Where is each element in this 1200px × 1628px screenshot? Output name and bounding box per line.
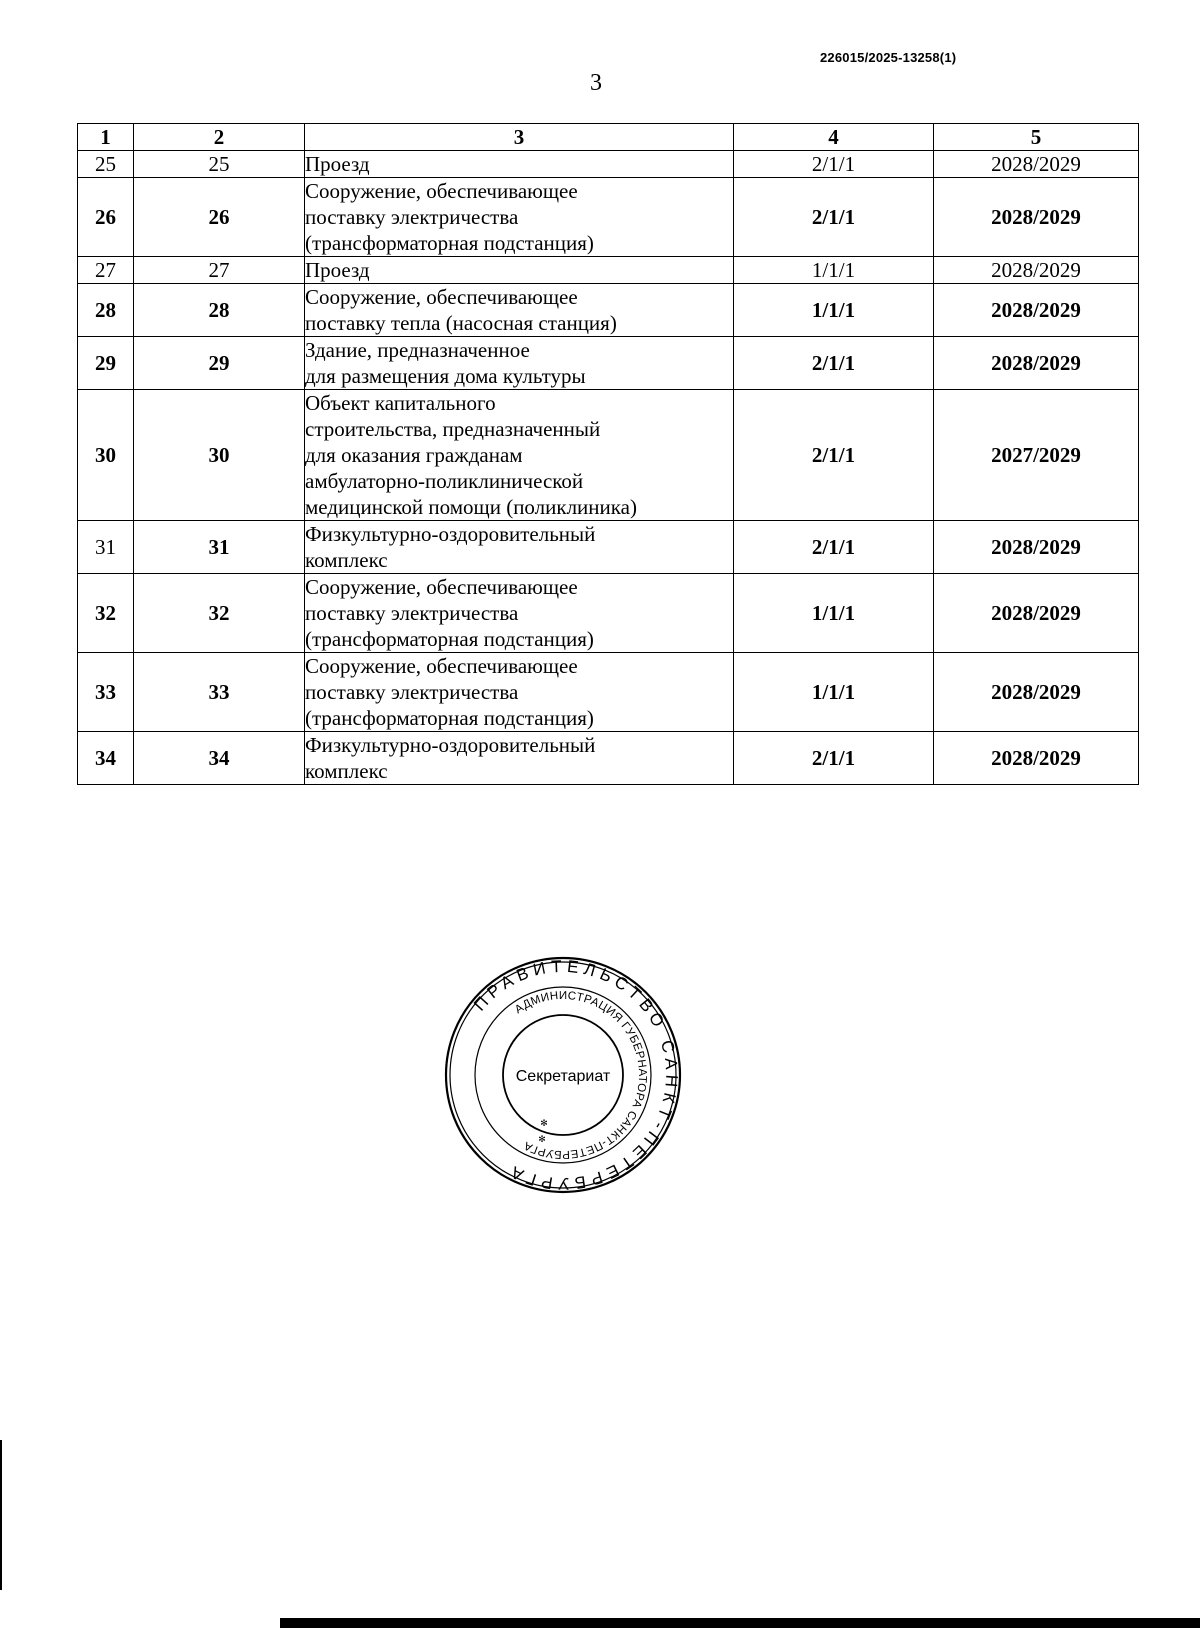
table-row [78,732,1139,785]
table-row [78,337,1139,390]
object-name: Проезд [305,257,734,284]
table-row [78,284,1139,337]
object-number: 30 [134,390,305,521]
scan-bottom-edge [280,1618,1200,1628]
row-number: 27 [78,257,134,284]
object-number: 29 [134,337,305,390]
object-years: 2028/2029 [934,521,1139,574]
scan-edge-mark [0,1440,2,1590]
column-header: 5 [934,124,1139,151]
object-name: Объект капитального строительства, предназначенный для оказания гражданам амбулаторно-поликлинической медицинской помощи (поликлиника) [305,390,734,521]
object-number: 33 [134,653,305,732]
object-name: Физкультурно-оздоровительный комплекс [305,732,734,785]
table-header-row [78,124,1139,151]
object-number: 27 [134,257,305,284]
row-number: 30 [78,390,134,521]
object-name: Проезд [305,151,734,178]
object-years: 2028/2029 [934,178,1139,257]
objects-table [77,123,1139,785]
table-row [78,257,1139,284]
table-row [78,653,1139,732]
object-years: 2028/2029 [934,257,1139,284]
column-header: 2 [134,124,305,151]
object-name: Сооружение, обеспечивающее поставку электричества (трансформаторная подстанция) [305,178,734,257]
object-code: 2/1/1 [734,732,934,785]
object-code: 2/1/1 [734,337,934,390]
table-row [78,574,1139,653]
object-years: 2028/2029 [934,337,1139,390]
object-number: 32 [134,574,305,653]
column-header: 3 [305,124,734,151]
object-years: 2027/2029 [934,390,1139,521]
object-code: 2/1/1 [734,390,934,521]
object-number: 28 [134,284,305,337]
table-row [78,390,1139,521]
object-name: Здание, предназначенное для размещения дома культуры [305,337,734,390]
row-number: 28 [78,284,134,337]
object-years: 2028/2029 [934,151,1139,178]
row-number: 32 [78,574,134,653]
page-number: 3 [590,70,602,96]
object-name: Сооружение, обеспечивающее поставку тепла (насосная станция) [305,284,734,337]
seal-star-icon: ✻ [538,1135,546,1145]
row-number: 29 [78,337,134,390]
row-number: 34 [78,732,134,785]
object-name: Сооружение, обеспечивающее поставку электричества (трансформаторная подстанция) [305,574,734,653]
table-row [78,178,1139,257]
object-code: 2/1/1 [734,151,934,178]
object-years: 2028/2029 [934,732,1139,785]
column-header: 4 [734,124,934,151]
object-number: 26 [134,178,305,257]
object-code: 1/1/1 [734,653,934,732]
object-number: 25 [134,151,305,178]
object-number: 31 [134,521,305,574]
object-name: Сооружение, обеспечивающее поставку электричества (трансформаторная подстанция) [305,653,734,732]
column-header: 1 [78,124,134,151]
object-years: 2028/2029 [934,653,1139,732]
object-code: 2/1/1 [734,178,934,257]
row-number: 33 [78,653,134,732]
document-number: 226015/2025-13258(1) [820,50,957,65]
row-number: 26 [78,178,134,257]
object-years: 2028/2029 [934,284,1139,337]
object-years: 2028/2029 [934,574,1139,653]
seal-inner-text: АДМИНИСТРАЦИЯ ГУБЕРНАТОРА САНКТ-ПЕТЕРБУРГА [512,989,649,1161]
seal-star-icon: ✻ [540,1119,548,1129]
object-code: 2/1/1 [734,521,934,574]
object-code: 1/1/1 [734,257,934,284]
object-number: 34 [134,732,305,785]
object-name: Физкультурно-оздоровительный комплекс [305,521,734,574]
table-row [78,151,1139,178]
object-code: 1/1/1 [734,574,934,653]
seal-center-text: Секретариат [515,1068,611,1085]
seal-outer-text: ПРАВИТЕЛЬСТВО САНКТ-ПЕТЕРБУРГА [470,956,682,1194]
row-number: 25 [78,151,134,178]
object-code: 1/1/1 [734,284,934,337]
row-number: 31 [78,521,134,574]
official-seal [443,955,683,1195]
table-row [78,521,1139,574]
